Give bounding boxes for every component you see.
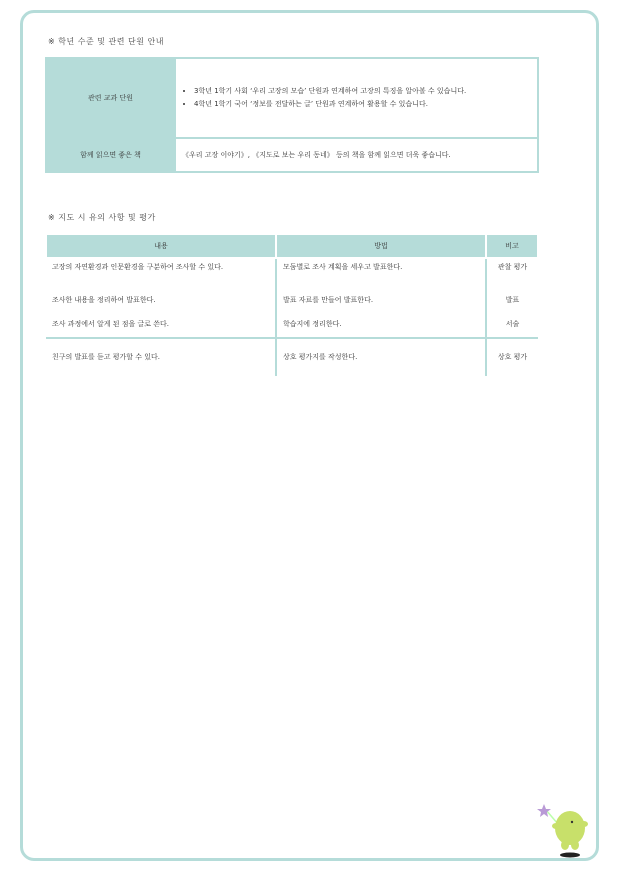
row-content: 《우리 고장 이야기》, 《지도로 보는 우리 동네》 등의 책을 함께 읽으면 더욱 좋습니다. (175, 138, 538, 172)
info-row-books (46, 138, 538, 172)
table-cell: 친구의 발표를 듣고 평가할 수 있다. (52, 353, 161, 361)
table-cell: 조사한 내용을 정리하여 발표한다. (52, 296, 156, 304)
mascot-icon (536, 800, 598, 860)
evaluation-table (45, 233, 539, 376)
table-cell: 상호 평가지를 작성한다. (276, 338, 486, 376)
table-row (46, 258, 538, 292)
section-heading-1: ※ 학년 수준 및 관련 단원 안내 (48, 37, 164, 46)
bullet-item: • 3학년 1학기 사회 ‘우리 고장의 모습’ 단원과 연계하여 고장의 특징을 알아볼 수 있습니다. (194, 86, 531, 97)
table-header (46, 234, 538, 258)
table-row (46, 316, 538, 338)
table-cell: 학습지에 정리한다. (276, 316, 486, 338)
table-cell: 모둠별로 조사 계획을 세우고 발표한다. (276, 258, 486, 292)
column-header: 방법 (276, 234, 486, 258)
table-cell: 서술 (486, 316, 538, 338)
section-heading-2: ※ 지도 시 유의 사항 및 평가 (48, 213, 156, 222)
table-row (46, 338, 538, 376)
table-cell: 관찰 평가 (486, 258, 538, 292)
table-cell: 상호 평가 (486, 338, 538, 376)
table-cell: 조사 과정에서 알게 된 점을 글로 쓴다. (46, 316, 276, 338)
table-cell: 고장의 자연환경과 인문환경을 구분하여 조사할 수 있다. (52, 263, 224, 271)
column-header: 비고 (486, 234, 538, 258)
row-label: 함께 읽으면 좋은 책 (46, 138, 175, 172)
info-table (45, 57, 539, 173)
table-row (46, 292, 538, 316)
row-label: 관련 교과 단원 (46, 58, 175, 138)
table-cell: 발표 자료를 만들어 발표한다. (276, 292, 486, 316)
bullet-item: • 4학년 1학기 국어 ‘정보를 전달하는 글’ 단원과 연계하여 활용할 수 있습니다. (194, 99, 531, 110)
row-content (175, 58, 538, 138)
table-cell: 발표 (486, 292, 538, 316)
info-row-units (46, 58, 538, 138)
column-header: 내용 (46, 234, 276, 258)
